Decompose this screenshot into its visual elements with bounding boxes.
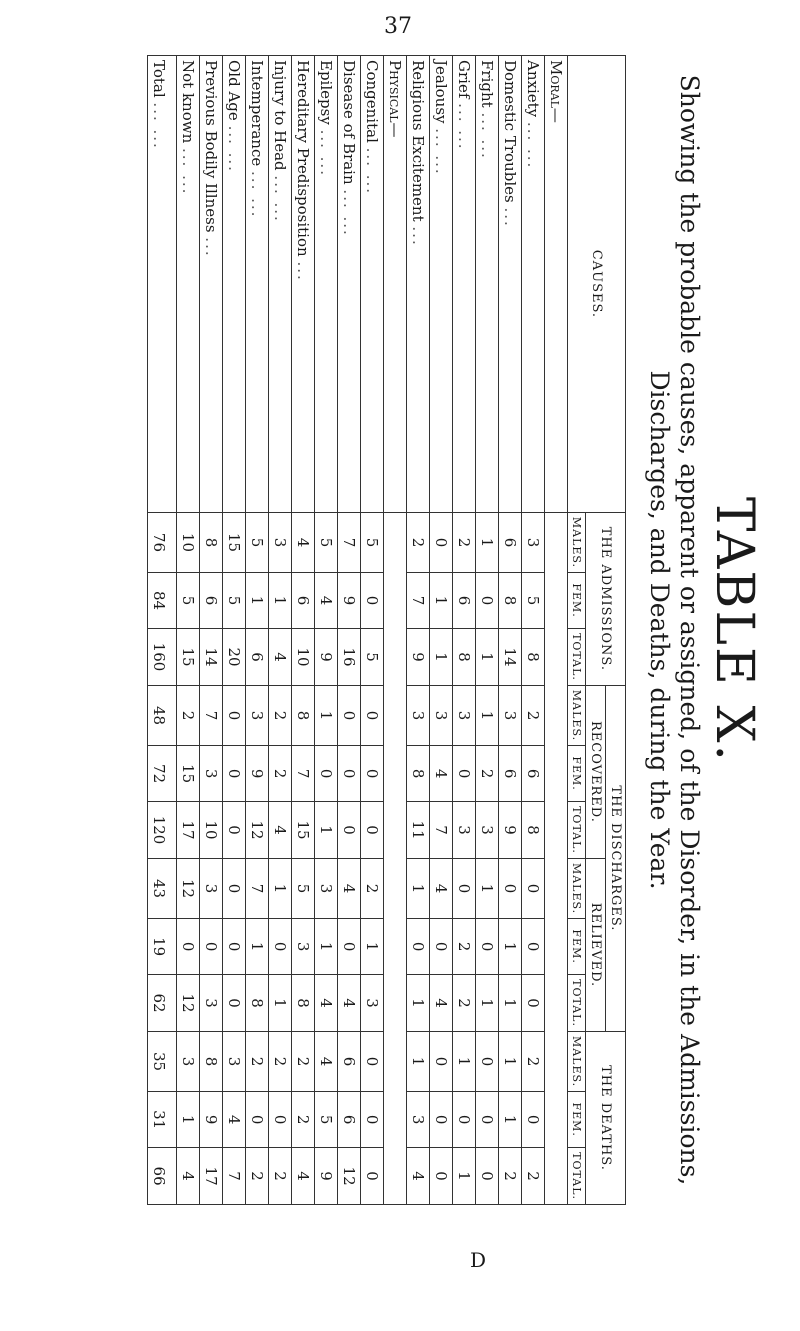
adm-value-cell: 14 xyxy=(499,629,522,686)
rel-value-cell: 4 xyxy=(430,975,453,1032)
cause-name: Hereditary Predisposition xyxy=(294,60,312,257)
death-value-cell: 0 xyxy=(476,1031,499,1091)
leader-dots: ... ... xyxy=(363,147,381,196)
adm-value-cell: 14 xyxy=(200,629,223,686)
adm-value-cell: 9 xyxy=(315,629,338,686)
adm-value-cell: 8 xyxy=(200,512,223,572)
cause-name: Fright xyxy=(478,60,496,108)
cause-cell xyxy=(269,56,292,513)
adm-value-cell: 6 xyxy=(292,573,315,629)
death-value-cell: 1 xyxy=(453,1148,476,1205)
rec-value-cell: 3 xyxy=(407,685,430,745)
rel-value-cell: 0 xyxy=(269,919,292,975)
leader-dots: ... ... xyxy=(150,102,168,150)
adm-value-cell: 5 xyxy=(522,573,545,629)
leader-dots: ... ... xyxy=(179,148,197,196)
death-value-cell: 0 xyxy=(361,1148,384,1205)
adm-value-cell: 5 xyxy=(223,573,246,629)
table-heading xyxy=(644,55,764,1205)
adm-value-cell: 10 xyxy=(177,512,200,572)
group-row-moral xyxy=(545,56,568,1205)
adm-value-cell: 7 xyxy=(407,573,430,629)
rec-value-cell: 15 xyxy=(177,746,200,802)
death-value-cell: 0 xyxy=(522,1092,545,1148)
death-value-cell: 2 xyxy=(522,1148,545,1205)
cause-cell xyxy=(522,56,545,513)
rec-value-cell: 4 xyxy=(269,802,292,859)
adm-value-cell: 5 xyxy=(246,512,269,572)
rec-value-cell: 0 xyxy=(361,746,384,802)
table-row xyxy=(476,56,499,1205)
adm-value-cell: 6 xyxy=(246,629,269,686)
rec-value-cell: 6 xyxy=(522,746,545,802)
death-value-cell: 0 xyxy=(361,1031,384,1091)
adm-value-cell: 16 xyxy=(338,629,361,686)
table-row xyxy=(269,56,292,1205)
death-value-cell: 5 xyxy=(315,1092,338,1148)
total-death-cell: 31 xyxy=(148,1092,177,1148)
rel-value-cell: 8 xyxy=(246,975,269,1032)
death-total-header: TOTAL. xyxy=(568,1148,586,1205)
adm-value-cell: 4 xyxy=(292,512,315,572)
rec-value-cell: 0 xyxy=(361,802,384,859)
adm-value-cell: 7 xyxy=(338,512,361,572)
rel-total-header: TOTAL. xyxy=(568,975,586,1032)
leader-dots: ... ... xyxy=(225,125,243,173)
death-value-cell: 1 xyxy=(499,1092,522,1148)
total-rel-cell: 62 xyxy=(148,975,177,1032)
rel-value-cell: 4 xyxy=(338,975,361,1032)
table-body xyxy=(148,56,568,1205)
rec-value-cell: 0 xyxy=(338,746,361,802)
rel-value-cell: 0 xyxy=(499,858,522,918)
total-rec-cell: 120 xyxy=(148,802,177,859)
death-value-cell: 0 xyxy=(246,1092,269,1148)
total-rel-cell: 19 xyxy=(148,919,177,975)
rec-value-cell: 0 xyxy=(315,746,338,802)
rel-value-cell: 1 xyxy=(246,919,269,975)
rec-value-cell: 0 xyxy=(223,685,246,745)
table-row xyxy=(361,56,384,1205)
rel-value-cell: 0 xyxy=(522,919,545,975)
rec-value-cell: 1 xyxy=(476,685,499,745)
rec-value-cell: 9 xyxy=(246,746,269,802)
total-label: Total xyxy=(150,60,168,98)
rel-value-cell: 3 xyxy=(200,975,223,1032)
rec-value-cell: 7 xyxy=(292,746,315,802)
death-value-cell: 2 xyxy=(269,1031,292,1091)
cause-cell xyxy=(453,56,476,513)
death-value-cell: 0 xyxy=(361,1092,384,1148)
rec-value-cell: 2 xyxy=(522,685,545,745)
cause-name: Grief xyxy=(455,60,473,99)
table-row xyxy=(430,56,453,1205)
cause-cell xyxy=(200,56,223,513)
deaths-header: THE DEATHS. xyxy=(586,1031,626,1204)
cause-cell xyxy=(338,56,361,513)
cause-name: Previous Bodily Illness xyxy=(202,60,220,233)
adm-value-cell: 8 xyxy=(453,629,476,686)
adm-value-cell: 8 xyxy=(499,573,522,629)
death-value-cell: 2 xyxy=(522,1031,545,1091)
cause-cell xyxy=(430,56,453,513)
adm-value-cell: 0 xyxy=(361,573,384,629)
death-value-cell: 4 xyxy=(407,1148,430,1205)
table-row xyxy=(315,56,338,1205)
cause-cell xyxy=(177,56,200,513)
cause-name: Not known xyxy=(179,60,197,144)
rel-value-cell: 12 xyxy=(177,975,200,1032)
rel-value-cell: 0 xyxy=(223,858,246,918)
rel-males-header: MALES. xyxy=(568,858,586,918)
adm-value-cell: 1 xyxy=(476,629,499,686)
death-value-cell: 1 xyxy=(499,1031,522,1091)
adm-value-cell: 1 xyxy=(476,512,499,572)
cause-cell xyxy=(223,56,246,513)
death-value-cell: 4 xyxy=(223,1092,246,1148)
rel-value-cell: 0 xyxy=(522,975,545,1032)
cause-name: Anxiety xyxy=(524,60,542,118)
death-value-cell: 1 xyxy=(453,1031,476,1091)
adm-value-cell: 0 xyxy=(476,573,499,629)
rel-value-cell: 3 xyxy=(292,919,315,975)
adm-value-cell: 20 xyxy=(223,629,246,686)
leader-dots: ... xyxy=(294,261,312,282)
rel-value-cell: 2 xyxy=(453,919,476,975)
adm-value-cell: 0 xyxy=(430,512,453,572)
death-value-cell: 2 xyxy=(292,1031,315,1091)
rec-value-cell: 2 xyxy=(269,685,292,745)
recovered-header: RECOVERED. xyxy=(586,685,606,858)
rotated-table-block xyxy=(80,55,764,1205)
rec-value-cell: 8 xyxy=(407,746,430,802)
adm-value-cell: 1 xyxy=(246,573,269,629)
causes-header: CAUSES. xyxy=(568,56,626,513)
rec-value-cell: 10 xyxy=(200,802,223,859)
table-subtitle-line-1: Showing the probable causes, apparent or assigned, of the Disorder, in the Admissions, xyxy=(675,74,704,1186)
table-row xyxy=(499,56,522,1205)
adm-value-cell: 15 xyxy=(223,512,246,572)
rel-value-cell: 2 xyxy=(361,858,384,918)
adm-value-cell: 1 xyxy=(430,573,453,629)
cause-cell xyxy=(476,56,499,513)
rel-value-cell: 2 xyxy=(453,975,476,1032)
cause-name: Congenital xyxy=(363,60,381,143)
total-death-cell: 66 xyxy=(148,1148,177,1205)
rec-value-cell: 0 xyxy=(223,746,246,802)
rec-fem-header: FEM. xyxy=(568,746,586,802)
death-value-cell: 3 xyxy=(223,1031,246,1091)
cause-name: Old Age xyxy=(225,60,243,121)
cause-name: Religious Excitement xyxy=(409,60,427,222)
adm-value-cell: 6 xyxy=(200,573,223,629)
rel-value-cell: 12 xyxy=(177,858,200,918)
leader-dots: ... ... xyxy=(271,175,289,223)
table-row xyxy=(292,56,315,1205)
adm-value-cell: 2 xyxy=(453,512,476,572)
adm-total-header: TOTAL. xyxy=(568,629,586,686)
cause-cell xyxy=(246,56,269,513)
rec-value-cell: 2 xyxy=(269,746,292,802)
death-value-cell: 3 xyxy=(407,1092,430,1148)
rec-value-cell: 2 xyxy=(177,685,200,745)
death-value-cell: 2 xyxy=(499,1148,522,1205)
death-value-cell: 4 xyxy=(292,1148,315,1205)
rel-fem-header: FEM. xyxy=(568,919,586,975)
total-rec-cell: 72 xyxy=(148,746,177,802)
adm-value-cell: 6 xyxy=(453,573,476,629)
rec-value-cell: 4 xyxy=(430,746,453,802)
rel-value-cell: 3 xyxy=(361,975,384,1032)
adm-value-cell: 2 xyxy=(407,512,430,572)
rec-value-cell: 15 xyxy=(292,802,315,859)
adm-value-cell: 9 xyxy=(338,573,361,629)
death-value-cell: 8 xyxy=(200,1031,223,1091)
adm-value-cell: 10 xyxy=(292,629,315,686)
rel-value-cell: 8 xyxy=(292,975,315,1032)
adm-value-cell: 5 xyxy=(315,512,338,572)
rel-value-cell: 0 xyxy=(476,919,499,975)
death-value-cell: 0 xyxy=(430,1031,453,1091)
cause-cell xyxy=(361,56,384,513)
rel-value-cell: 1 xyxy=(269,858,292,918)
rec-value-cell: 8 xyxy=(522,802,545,859)
cause-cell xyxy=(407,56,430,513)
cause-cell xyxy=(499,56,522,513)
adm-value-cell: 15 xyxy=(177,629,200,686)
rec-value-cell: 3 xyxy=(476,802,499,859)
group-label-physical: Physical— xyxy=(384,56,407,513)
rel-value-cell: 0 xyxy=(200,919,223,975)
adm-value-cell: 3 xyxy=(522,512,545,572)
death-value-cell: 4 xyxy=(315,1031,338,1091)
leader-dots: ... ... xyxy=(248,171,266,219)
total-adm-cell: 160 xyxy=(148,629,177,686)
rel-value-cell: 4 xyxy=(315,975,338,1032)
relieved-header: RELIEVED. xyxy=(586,858,606,1031)
death-value-cell: 2 xyxy=(269,1148,292,1205)
rel-value-cell: 7 xyxy=(246,858,269,918)
causes-table xyxy=(147,55,626,1205)
adm-value-cell: 1 xyxy=(430,629,453,686)
rec-value-cell: 9 xyxy=(499,802,522,859)
cause-cell xyxy=(292,56,315,513)
leader-dots: ... ... xyxy=(524,121,542,170)
leader-dots: ... xyxy=(501,207,519,228)
rec-value-cell: 3 xyxy=(246,685,269,745)
rec-value-cell: 0 xyxy=(338,685,361,745)
rel-value-cell: 0 xyxy=(522,858,545,918)
adm-value-cell: 6 xyxy=(499,512,522,572)
adm-fem-header: FEM. xyxy=(568,573,586,629)
death-value-cell: 6 xyxy=(338,1092,361,1148)
adm-value-cell: 4 xyxy=(269,629,292,686)
table-subtitle-line-2: Discharges, and Deaths, during the Year. xyxy=(645,370,674,890)
rel-value-cell: 3 xyxy=(200,858,223,918)
table-row xyxy=(407,56,430,1205)
rel-value-cell: 1 xyxy=(499,919,522,975)
group-label-moral: Moral— xyxy=(545,56,568,513)
adm-value-cell: 1 xyxy=(269,573,292,629)
rel-value-cell: 1 xyxy=(315,919,338,975)
rel-value-cell: 1 xyxy=(269,975,292,1032)
rel-value-cell: 1 xyxy=(407,858,430,918)
adm-value-cell: 3 xyxy=(269,512,292,572)
cause-name: Domestic Troubles xyxy=(501,60,519,203)
death-value-cell: 6 xyxy=(338,1031,361,1091)
rec-value-cell: 0 xyxy=(453,746,476,802)
adm-value-cell: 4 xyxy=(315,573,338,629)
adm-value-cell: 5 xyxy=(177,573,200,629)
death-value-cell: 9 xyxy=(200,1092,223,1148)
leader-dots: ... xyxy=(409,226,427,247)
leader-dots: ... ... xyxy=(455,103,473,151)
rel-value-cell: 0 xyxy=(338,919,361,975)
rel-value-cell: 0 xyxy=(177,919,200,975)
rel-value-cell: 1 xyxy=(499,975,522,1032)
death-value-cell: 0 xyxy=(476,1148,499,1205)
rel-value-cell: 0 xyxy=(430,919,453,975)
rec-value-cell: 0 xyxy=(338,802,361,859)
cause-name: Intemperance xyxy=(248,60,266,167)
total-adm-cell: 84 xyxy=(148,573,177,629)
rec-value-cell: 7 xyxy=(200,685,223,745)
death-value-cell: 0 xyxy=(430,1092,453,1148)
leader-dots: ... ... xyxy=(432,128,450,176)
discharges-header: THE DISCHARGES. xyxy=(606,685,626,1031)
rec-value-cell: 6 xyxy=(499,746,522,802)
leader-dots: ... ... xyxy=(340,189,358,237)
rel-value-cell: 0 xyxy=(407,919,430,975)
rel-value-cell: 1 xyxy=(407,975,430,1032)
death-value-cell: 7 xyxy=(223,1148,246,1205)
leader-dots: ... xyxy=(202,237,220,258)
group-row-physical xyxy=(384,56,407,1205)
death-value-cell: 2 xyxy=(246,1148,269,1205)
death-value-cell: 9 xyxy=(315,1148,338,1205)
adm-males-header: MALES. xyxy=(568,512,586,572)
table-row xyxy=(223,56,246,1205)
table-row xyxy=(453,56,476,1205)
cause-name: Jealousy xyxy=(432,60,450,124)
rec-total-header: TOTAL. xyxy=(568,802,586,859)
rec-value-cell: 0 xyxy=(223,802,246,859)
rel-value-cell: 4 xyxy=(338,858,361,918)
rec-value-cell: 3 xyxy=(430,685,453,745)
rec-value-cell: 1 xyxy=(315,685,338,745)
adm-value-cell: 8 xyxy=(522,629,545,686)
death-value-cell: 1 xyxy=(407,1031,430,1091)
page-number: 37 xyxy=(384,14,412,39)
rec-value-cell: 17 xyxy=(177,802,200,859)
cause-name: Injury to Head xyxy=(271,60,289,171)
death-value-cell: 2 xyxy=(292,1092,315,1148)
death-value-cell: 2 xyxy=(246,1031,269,1091)
rel-value-cell: 1 xyxy=(476,975,499,1032)
death-fem-header: FEM. xyxy=(568,1092,586,1148)
death-value-cell: 3 xyxy=(177,1031,200,1091)
total-death-cell: 35 xyxy=(148,1031,177,1091)
death-value-cell: 17 xyxy=(200,1148,223,1205)
rec-value-cell: 2 xyxy=(476,746,499,802)
rel-value-cell: 4 xyxy=(430,858,453,918)
rel-value-cell: 0 xyxy=(223,919,246,975)
rel-value-cell: 0 xyxy=(453,858,476,918)
admissions-header: THE ADMISSIONS. xyxy=(586,512,626,685)
death-value-cell: 0 xyxy=(476,1092,499,1148)
rec-value-cell: 3 xyxy=(499,685,522,745)
footer-signature-mark: D xyxy=(470,1248,487,1272)
table-row xyxy=(522,56,545,1205)
rec-value-cell: 11 xyxy=(407,802,430,859)
adm-value-cell: 5 xyxy=(361,629,384,686)
death-value-cell: 0 xyxy=(269,1092,292,1148)
rec-value-cell: 3 xyxy=(200,746,223,802)
death-value-cell: 12 xyxy=(338,1148,361,1205)
adm-value-cell: 5 xyxy=(361,512,384,572)
cause-name: Disease of Brain xyxy=(340,60,358,185)
total-label-cell xyxy=(148,56,177,513)
rel-value-cell: 1 xyxy=(361,919,384,975)
rec-value-cell: 8 xyxy=(292,685,315,745)
rel-value-cell: 3 xyxy=(315,858,338,918)
adm-value-cell: 9 xyxy=(407,629,430,686)
rec-value-cell: 3 xyxy=(453,685,476,745)
rec-value-cell: 1 xyxy=(315,802,338,859)
death-males-header: MALES. xyxy=(568,1031,586,1091)
cause-name: Epilepsy xyxy=(317,60,335,125)
total-row xyxy=(148,56,177,1205)
total-rec-cell: 48 xyxy=(148,685,177,745)
table-label: TABLE X. xyxy=(704,496,764,764)
rec-value-cell: 12 xyxy=(246,802,269,859)
rec-value-cell: 7 xyxy=(430,802,453,859)
table-row xyxy=(177,56,200,1205)
leader-dots: ... ... xyxy=(317,129,335,177)
rec-value-cell: 0 xyxy=(361,685,384,745)
rec-males-header: MALES. xyxy=(568,685,586,745)
death-value-cell: 0 xyxy=(453,1092,476,1148)
death-value-cell: 0 xyxy=(430,1148,453,1205)
death-value-cell: 4 xyxy=(177,1148,200,1205)
death-value-cell: 1 xyxy=(177,1092,200,1148)
table-row xyxy=(200,56,223,1205)
rec-value-cell: 3 xyxy=(453,802,476,859)
table-row xyxy=(246,56,269,1205)
rel-value-cell: 0 xyxy=(223,975,246,1032)
rel-value-cell: 1 xyxy=(476,858,499,918)
total-rel-cell: 43 xyxy=(148,858,177,918)
total-adm-cell: 76 xyxy=(148,512,177,572)
table-row xyxy=(338,56,361,1205)
cause-cell xyxy=(315,56,338,513)
rel-value-cell: 5 xyxy=(292,858,315,918)
leader-dots: ... ... xyxy=(478,112,496,160)
